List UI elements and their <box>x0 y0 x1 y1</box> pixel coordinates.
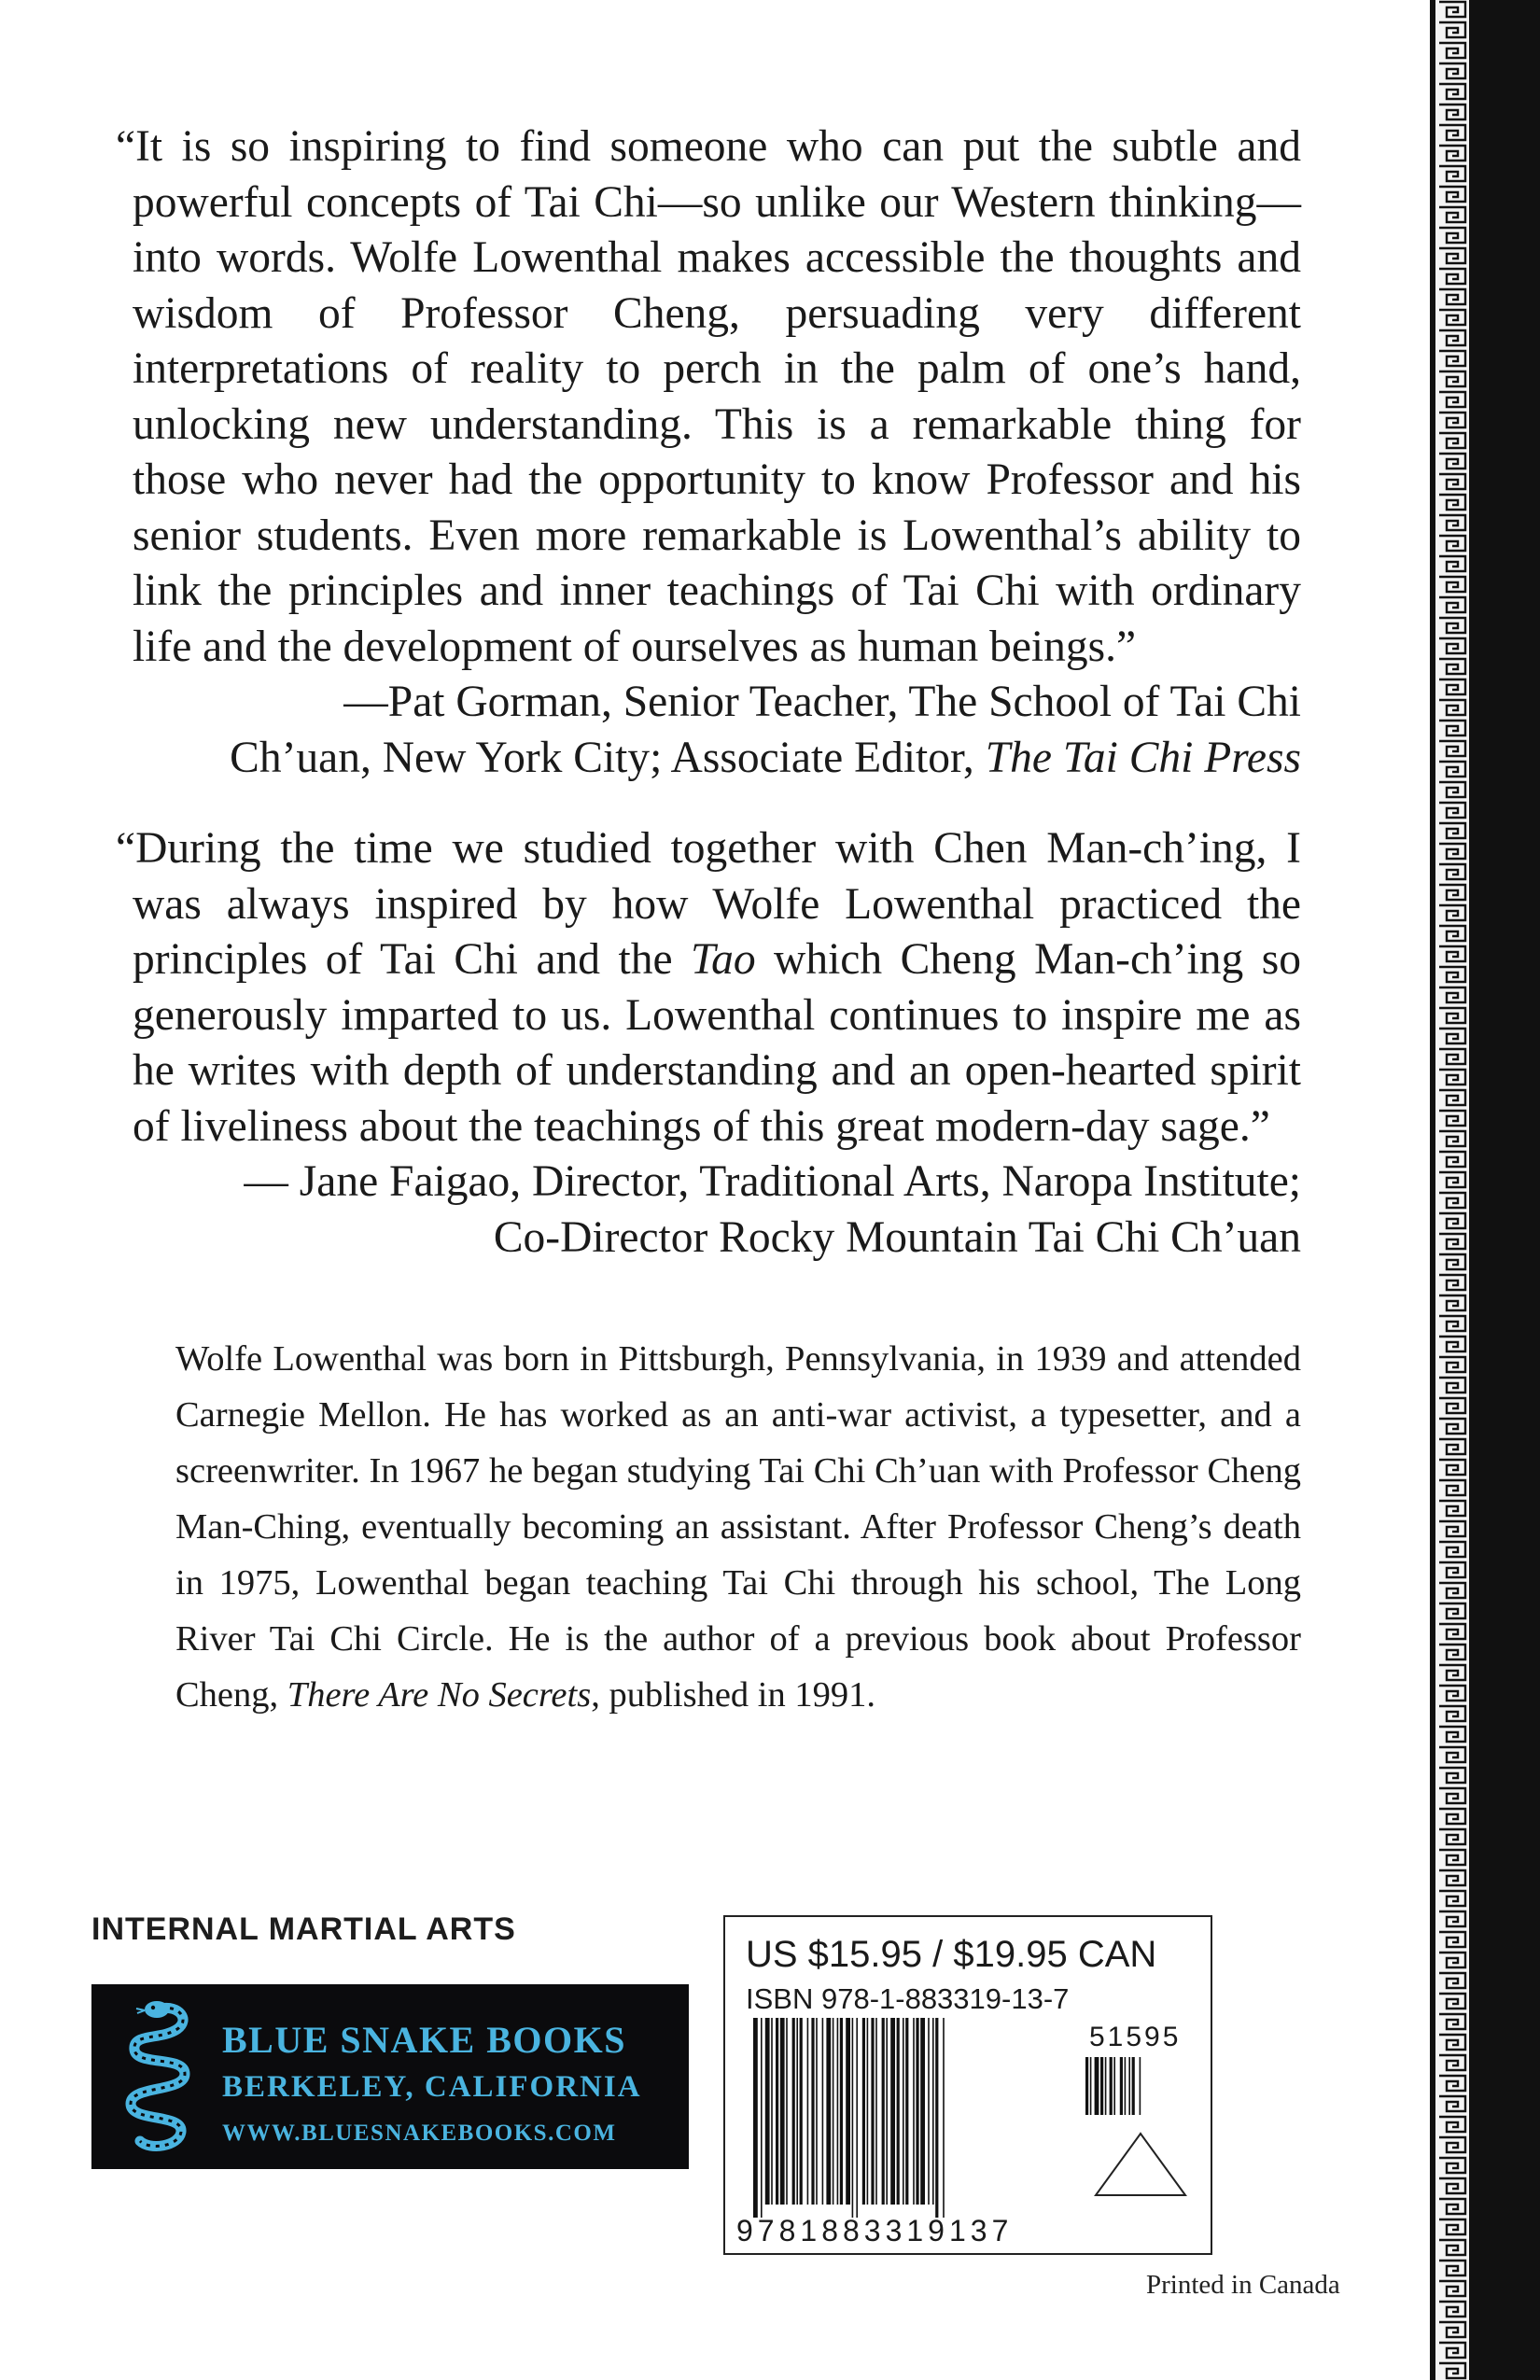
quote-2-attribution-line-1: — Jane Faigao, Director, Traditional Arts, Naropa Institute; <box>244 1157 1301 1206</box>
barcode-bar <box>886 2018 888 2205</box>
publication-title: The Tai Chi Press <box>985 733 1301 782</box>
barcode-bar <box>920 2018 925 2205</box>
barcode-bar <box>761 2018 763 2218</box>
quote-2-text-part-1: “During the time we studied together with Chen Man-ch’ing, I was always inspired by how Wolfe Lowenthal practiced the principles of Tai Chi and the <box>116 824 1301 984</box>
bio-text-part-2: , published in 1991. <box>591 1675 875 1715</box>
barcode-bar <box>765 2018 770 2205</box>
barcode-bar <box>811 2018 814 2205</box>
addon-bar <box>1105 2057 1107 2115</box>
addon-bar <box>1140 2057 1141 2115</box>
author-bio <box>175 1331 1301 1723</box>
category-label: INTERNAL MARTIAL ARTS <box>91 1911 516 1947</box>
barcode-bar <box>796 2018 798 2205</box>
barcode-bar <box>913 2018 915 2205</box>
quote-1-text: “It is so inspiring to find someone who can put the subtle and powerful concepts of Tai Chi—so unlike our Western thinking—into words. Wolfe Lowenthal makes accessible the thoughts and wisdom of Professor Cheng, persuading very different interpretations of reality to perch in the palm of one’s hand, unlocking new understanding. This is a remarkable thing for those who never had the opportunity to know Professor and his senior students. Even more remarkable is Lowenthal’s ability to link the principles and inner teachings of Tai Chi with ordinary life and the development of ourselves as human beings.” <box>116 122 1301 671</box>
barcode-graphic <box>725 1917 1211 2253</box>
addon-bar <box>1095 2057 1099 2115</box>
quote-2-attribution <box>116 1155 1301 1266</box>
triangle-icon <box>1096 2134 1185 2195</box>
addon-bar <box>1113 2057 1115 2115</box>
barcode-bar <box>871 2018 874 2205</box>
barcode-bar <box>840 2018 843 2205</box>
barcode-bar <box>846 2018 850 2205</box>
price-label: US $15.95 / $19.95 CAN <box>746 1934 1157 1975</box>
addon-bar <box>1125 2057 1127 2115</box>
isbn-label: ISBN 978-1-883319-13-7 <box>746 1982 1070 2015</box>
previous-book-title: There Are No Secrets <box>287 1675 592 1715</box>
ean-barcode-bars <box>753 2018 945 2218</box>
addon-bar <box>1100 2057 1103 2115</box>
barcode-bar <box>903 2018 904 2205</box>
publisher-url: WWW.BLUESNAKEBOOKS.COM <box>222 2121 617 2146</box>
publisher-logo-block <box>91 1984 689 2169</box>
addon-bar <box>1132 2057 1135 2115</box>
addon-code: 51595 <box>1089 2022 1182 2052</box>
barcode-bar <box>905 2018 908 2205</box>
barcode-bar <box>928 2018 930 2205</box>
barcode-bar <box>800 2018 803 2205</box>
barcode-bar <box>826 2018 831 2205</box>
quote-1-attribution-line-2 <box>116 731 1301 787</box>
quote-1-attribution-text: Ch’uan, New York City; Associate Editor, <box>230 733 974 782</box>
barcode-bar <box>875 2018 877 2205</box>
greek-key-border <box>1430 0 1540 2380</box>
addon-bar <box>1085 2057 1088 2115</box>
addon-barcode-bars <box>1085 2057 1141 2115</box>
barcode-bar <box>822 2018 824 2205</box>
barcode-bar <box>807 2018 809 2205</box>
bio-text-part-1: Wolfe Lowenthal was born in Pittsburgh, Pennsylvania, in 1939 and attended Carnegie Mellon. He has worked as an anti-war activist, a typesetter, and a screenwriter. In 1967 he began studying Tai Chi Ch’uan with Professor Cheng Man-Ching, eventually becoming an assistant. After Professor Cheng’s death in 1975, Lowenthal began teaching Tai Chi through his school, The Long River Tai Chi Circle. He is the author of a previous book about Professor Cheng, <box>175 1339 1301 1715</box>
quote-2-text <box>116 821 1301 1155</box>
addon-bar <box>1128 2057 1130 2115</box>
barcode-bar <box>780 2018 785 2205</box>
endorsement-quote-2 <box>116 821 1301 1266</box>
barcode-bar <box>816 2018 818 2205</box>
barcode-bar <box>792 2018 795 2205</box>
addon-bar <box>1110 2057 1113 2115</box>
barcode-bar <box>867 2018 869 2205</box>
barcode-bar <box>932 2018 934 2205</box>
barcode-bar <box>833 2018 834 2205</box>
barcode-bar <box>882 2018 885 2205</box>
barcode-bar <box>890 2018 895 2205</box>
barcode-bar <box>786 2018 788 2205</box>
author-bio-text <box>175 1331 1301 1723</box>
endorsement-quote-1 <box>116 119 1301 786</box>
barcode-bar <box>837 2018 839 2205</box>
barcode-box <box>723 1915 1212 2255</box>
quote-2-text-part-2: which Cheng Man-ch’ing so generously imparted to us. Lowenthal continues to inspire me as he writes with depth of understanding and an open-hearted spirit of liveliness about the teachings of this great modern-day sage.” <box>133 935 1301 1151</box>
barcode-bar <box>862 2018 865 2205</box>
barcode-bar <box>935 2018 938 2218</box>
addon-bar <box>1090 2057 1092 2115</box>
barcode-bar <box>897 2018 900 2205</box>
barcode-bar <box>771 2018 773 2205</box>
quote-1-attribution-line-1: —Pat Gorman, Senior Teacher, The School of Tai Chi <box>343 678 1301 726</box>
ean-digits: 9781883319137 <box>736 2214 1014 2247</box>
barcode-bar <box>856 2018 858 2218</box>
quote-1-attribution <box>116 675 1301 786</box>
barcode-bar <box>943 2018 945 2218</box>
publisher-city: BERKELEY, CALIFORNIA <box>222 2070 642 2104</box>
barcode-bar <box>776 2018 778 2205</box>
printed-in-label: Printed in Canada <box>1146 2270 1340 2300</box>
quote-2-italic-word: Tao <box>691 935 756 984</box>
publisher-name: BLUE SNAKE BOOKS <box>222 2019 627 2061</box>
snake-icon <box>112 1995 205 2160</box>
barcode-bar <box>753 2018 758 2218</box>
quote-2-attribution-line-2: Co-Director Rocky Mountain Tai Chi Ch’uan <box>493 1212 1301 1262</box>
barcode-bar <box>916 2018 918 2205</box>
addon-bar <box>1120 2057 1123 2115</box>
barcode-bar <box>852 2018 854 2218</box>
